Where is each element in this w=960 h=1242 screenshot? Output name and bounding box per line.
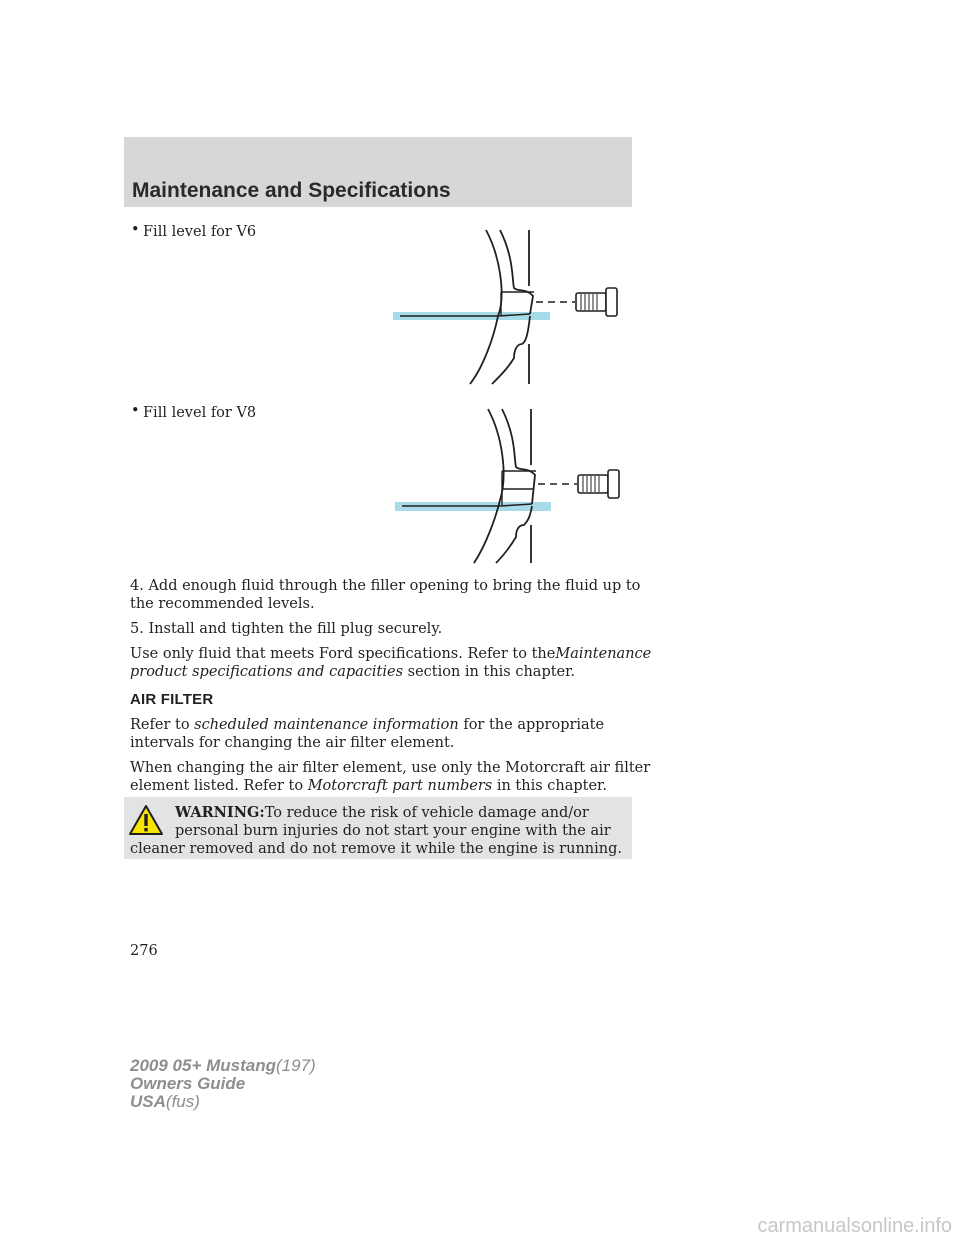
bullet-v8-label: Fill level for V8 — [143, 405, 257, 421]
bullet-dot-icon: • — [131, 222, 140, 238]
fluid-note-post: section in this chapter. — [407, 664, 576, 680]
air-filter-p1-line-2: intervals for changing the air filter element. — [130, 735, 455, 751]
motorcraft-part-numbers-link: Motorcraft part numbers — [307, 778, 493, 794]
air-filter-p1-line-1 — [130, 716, 604, 734]
footer-model: 2009 05+ Mustang — [130, 1056, 276, 1075]
air-filter-p1-post: for the appropriate — [463, 717, 605, 733]
warning-line-3: cleaner removed and do not remove it while the engine is running. — [130, 841, 622, 857]
air-filter-p2-line-2 — [130, 777, 607, 795]
fill-plug-icon — [578, 470, 619, 498]
warning-line-2: personal burn injuries do not start your engine with the air — [175, 823, 611, 839]
warning-text-1: To reduce the risk of vehicle damage and/or — [264, 805, 589, 821]
footer-region: USA — [130, 1092, 166, 1111]
footer-region-code: (fus) — [165, 1092, 200, 1111]
air-filter-p2-pre: element listed. Refer to — [130, 778, 304, 794]
page-number: 276 — [130, 943, 158, 959]
step-4-line-2: the recommended levels. — [130, 596, 315, 612]
maintenance-link-part-2: product specifications and capacities — [130, 664, 404, 680]
maintenance-link-part-1: Maintenance — [555, 646, 652, 662]
warning-line-1 — [175, 804, 589, 822]
air-filter-p1-pre: Refer to — [130, 717, 190, 733]
bullet-dot-icon: • — [131, 403, 140, 419]
footer-guide: Owners Guide — [130, 1074, 246, 1093]
footer-model-code: (197) — [276, 1056, 316, 1075]
fill-plug-icon — [576, 288, 617, 316]
transmission-fill-level-v6-diagram — [390, 226, 620, 388]
transmission-fill-level-v8-diagram — [392, 405, 622, 567]
air-filter-p2-line-1: When changing the air filter element, use only the Motorcraft air filter — [130, 760, 651, 776]
step-5: 5. Install and tighten the fill plug securely. — [130, 621, 443, 637]
document-footer — [130, 1057, 316, 1111]
warning-triangle-icon — [128, 804, 164, 836]
step-4-line-1: 4. Add enough fluid through the filler opening to bring the fluid up to — [130, 578, 641, 594]
air-filter-heading: AIR FILTER — [130, 691, 214, 708]
scheduled-maintenance-link: scheduled maintenance information — [194, 717, 459, 733]
fluid-note-pre: Use only fluid that meets Ford specifications. Refer to the — [130, 646, 556, 662]
fluid-note-line-2 — [130, 663, 575, 681]
air-filter-p2-post: in this chapter. — [496, 778, 608, 794]
page-title: Maintenance and Specifications — [132, 179, 451, 202]
warning-label: WARNING: — [175, 804, 265, 821]
fluid-note-line-1 — [130, 645, 651, 663]
watermark: carmanualsonline.info — [757, 1215, 952, 1237]
bullet-v6-label: Fill level for V6 — [143, 224, 257, 240]
